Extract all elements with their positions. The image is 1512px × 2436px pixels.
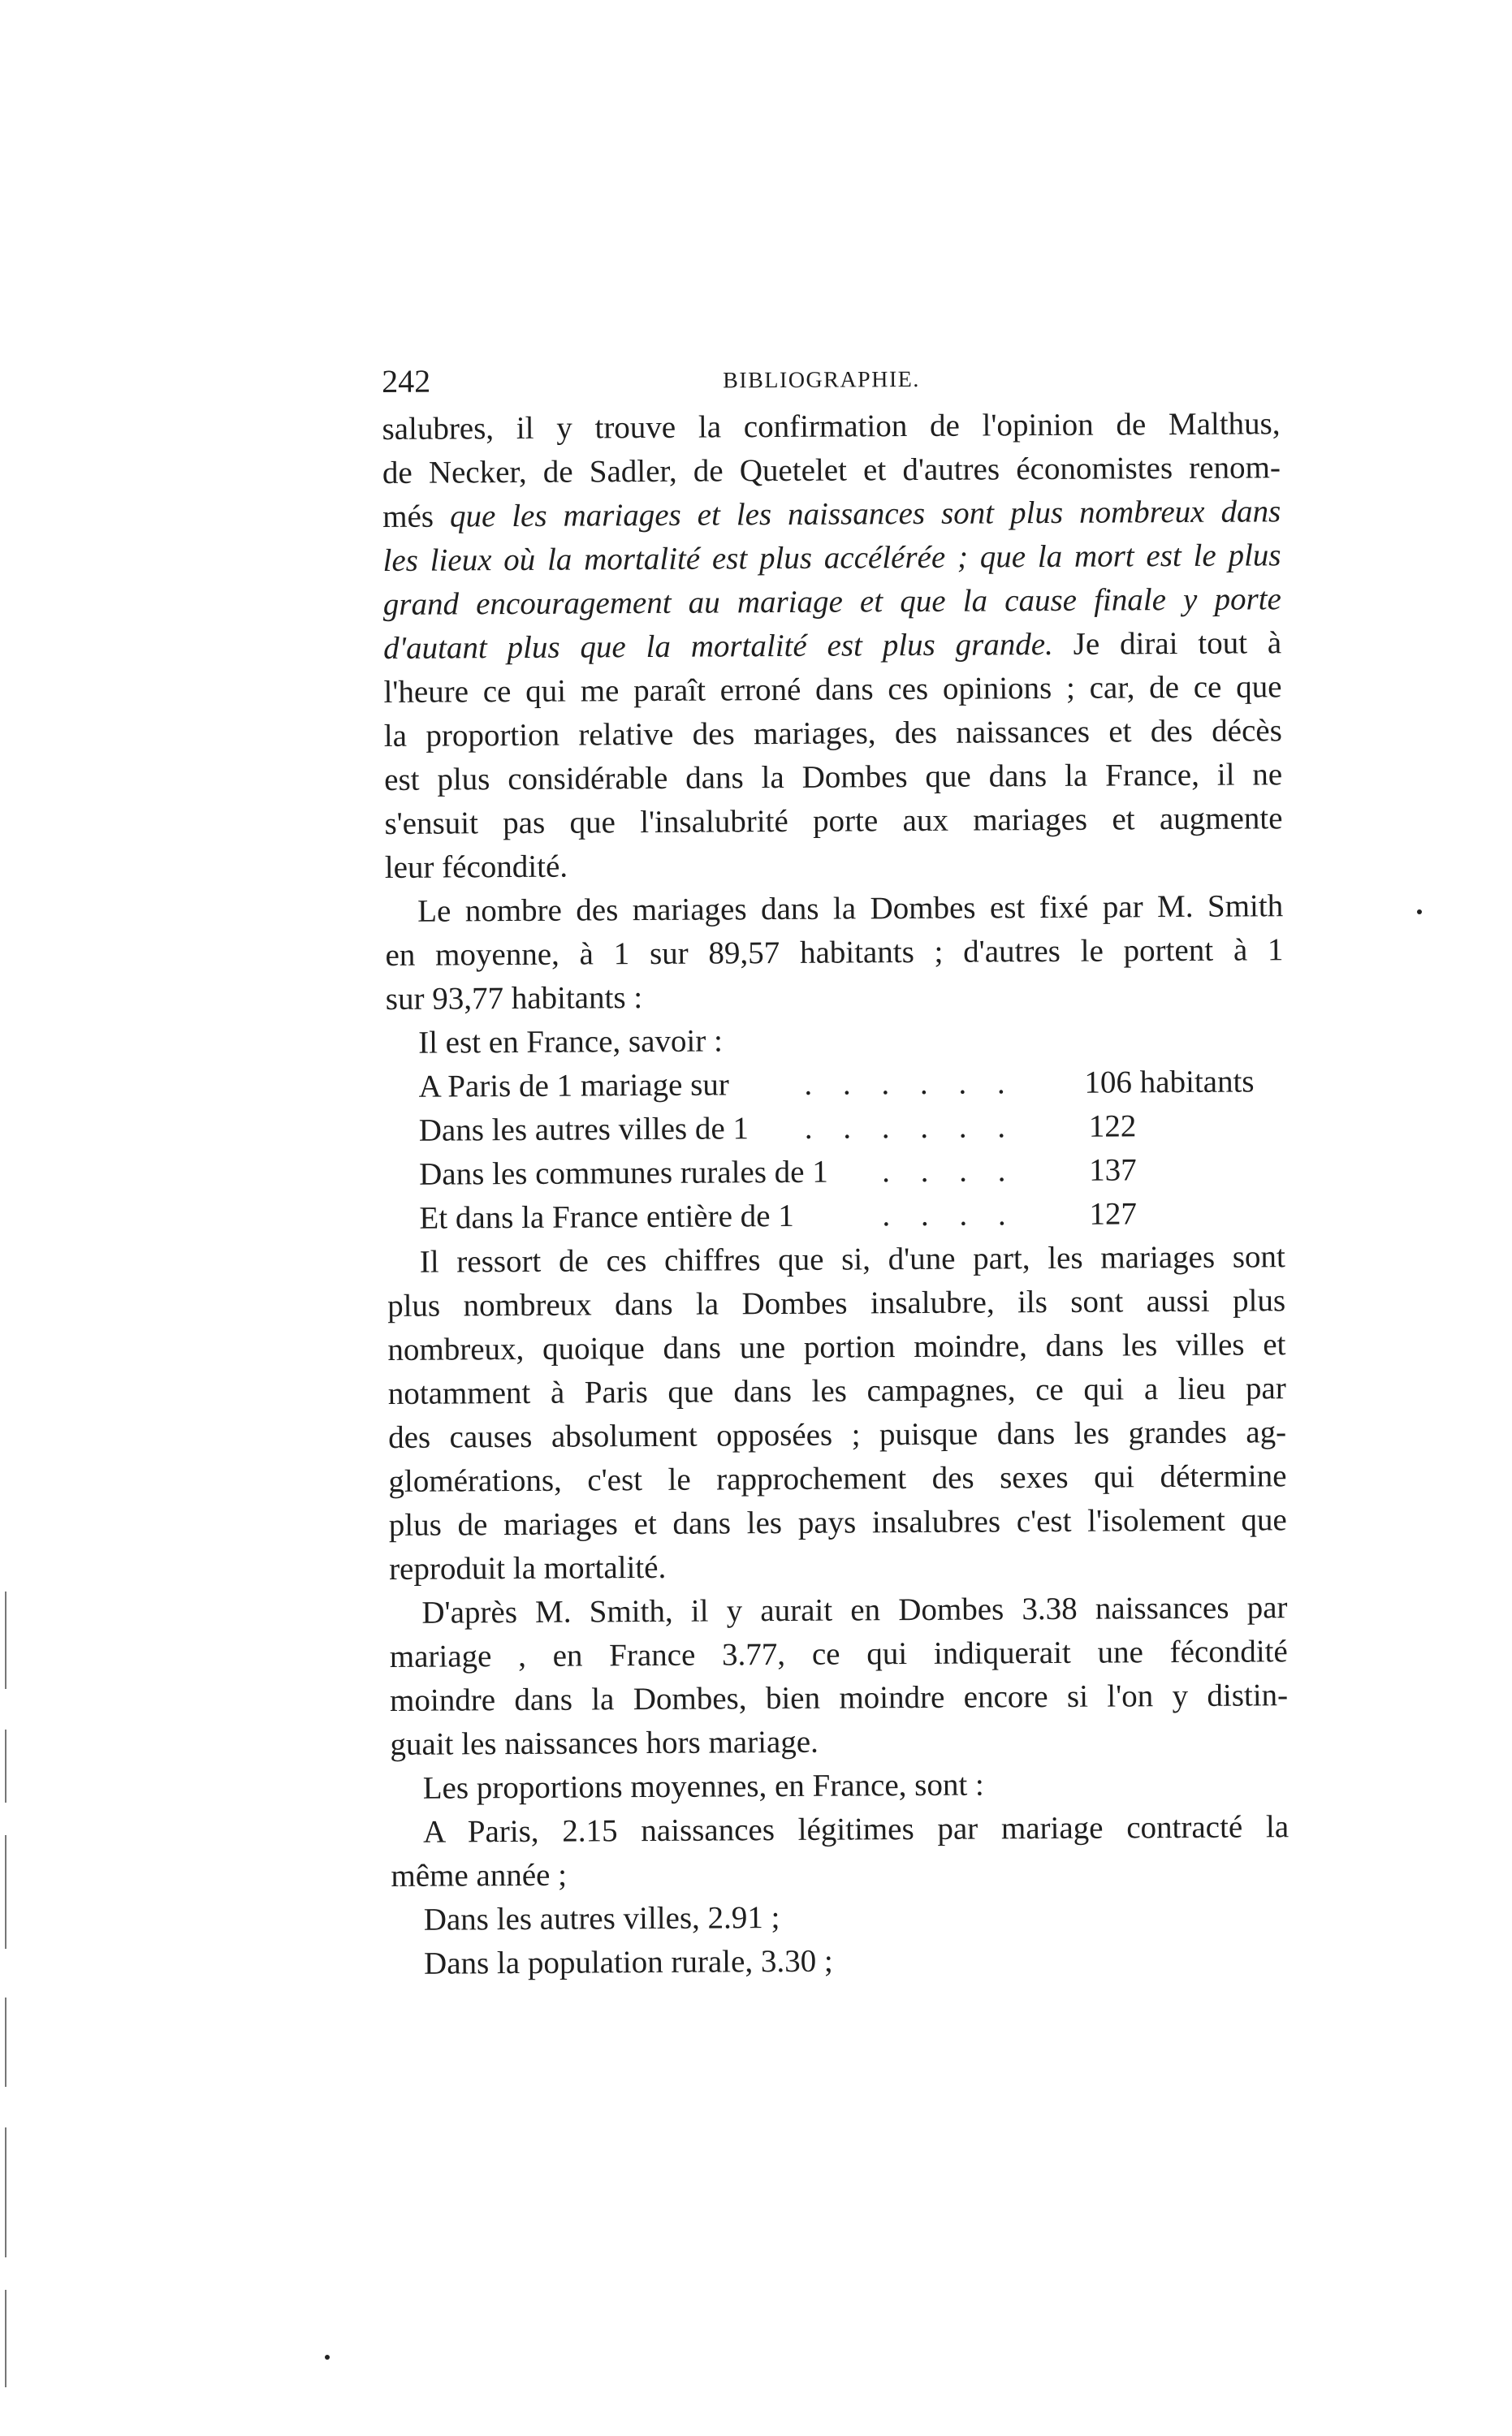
text-line: notamment à Paris que dans les campagnes, ce qui a lieu par bbox=[387, 1371, 1286, 1411]
paragraph-births-per-marriage bbox=[389, 1586, 1288, 1767]
italic-text: d'autant plus que la mortalité est plus grande. bbox=[383, 626, 1053, 666]
text-line: reproduit la mortalité. bbox=[388, 1549, 667, 1587]
paragraph-rural bbox=[391, 1937, 1290, 1986]
text-line: Le nombre des mariages dans la Dombes est fixé par M. Smith bbox=[417, 888, 1284, 929]
text-line: glomérations, c'est le rapprochement des sexes qui détermine bbox=[388, 1458, 1287, 1499]
leader-dots: . . . . . . bbox=[804, 1065, 1017, 1102]
italic-text: les lieux où la mortalité est plus accélérée ; que la mort est le plus bbox=[382, 538, 1281, 578]
paragraph-analysis bbox=[387, 1235, 1288, 1592]
text-line: guait les naissances hors mariage. bbox=[390, 1724, 819, 1762]
list-item-value: 122 bbox=[1088, 1108, 1137, 1144]
leader-dots: . . . . . . bbox=[804, 1109, 1017, 1146]
marriage-ratio-list bbox=[386, 1060, 1285, 1241]
list-item bbox=[387, 1104, 1285, 1153]
paragraph-intro-list bbox=[386, 1016, 1284, 1065]
running-head: BIBLIOGRAPHIE. bbox=[723, 366, 920, 394]
scan-margin-marks bbox=[0, 1543, 11, 2436]
scan-speck bbox=[325, 2355, 330, 2360]
text-line: moindre dans la Dombes, bien moindre encore si l'on y distin- bbox=[389, 1678, 1289, 1718]
text-line: Il est en France, savoir : bbox=[418, 1023, 724, 1060]
text-run: Je dirai tout à bbox=[1052, 625, 1282, 662]
paragraph-proportions bbox=[391, 1761, 1289, 1811]
text-line: A Paris, 2.15 naissances légitimes par mariage contracté la bbox=[422, 1809, 1290, 1850]
text-line: nombreux, quoique dans une portion moindre, dans les villes et bbox=[387, 1327, 1286, 1367]
list-item-label: Et dans la France entière de 1 bbox=[419, 1198, 794, 1236]
list-item-label: Dans les communes rurales de 1 bbox=[419, 1154, 828, 1192]
text-line: leur fécondité. bbox=[384, 849, 568, 885]
text-line: en moyenne, à 1 sur 89,57 habitants ; d'autres le portent à 1 bbox=[385, 932, 1284, 973]
text-line: Les proportions moyennes, en France, sont : bbox=[422, 1767, 984, 1806]
text-line: s'ensuit pas que l'insalubrité porte aux mariages et augmente bbox=[384, 801, 1283, 841]
text-line bbox=[383, 621, 1281, 671]
page-header bbox=[382, 352, 1280, 408]
text-line: l'heure ce qui me paraît erroné dans ces opinions ; car, de ce que bbox=[383, 669, 1282, 710]
text-run: més bbox=[382, 499, 451, 534]
paragraph-other-towns bbox=[391, 1893, 1290, 1942]
text-line: des causes absolument opposées ; puisque dans les grandes ag- bbox=[387, 1415, 1287, 1455]
text-line: plus de mariages et dans les pays insalubres c'est l'isolement que bbox=[388, 1502, 1287, 1543]
paragraph-continuation bbox=[382, 402, 1283, 890]
text-line: Dans la population rurale, 3.30 ; bbox=[423, 1943, 833, 1981]
text-line: Dans les autres villes, 2.91 ; bbox=[423, 1900, 780, 1937]
list-item-value: 106 habitants bbox=[1084, 1064, 1255, 1100]
leader-dots: . . . . bbox=[882, 1153, 1017, 1190]
list-item bbox=[387, 1147, 1285, 1197]
paragraph-marriage-count bbox=[385, 884, 1284, 1021]
italic-text: grand encouragement au mariage et que la cause finale y porte bbox=[382, 581, 1281, 622]
leader-dots: . . . . bbox=[882, 1197, 1017, 1233]
text-line bbox=[383, 577, 1281, 627]
list-item bbox=[386, 1060, 1284, 1109]
text-line: la proportion relative des mariages, des naissances et des décès bbox=[383, 713, 1282, 754]
text-line bbox=[382, 533, 1281, 583]
text-line: plus nombreux dans la Dombes insalubre, ils sont aussi plus bbox=[387, 1283, 1286, 1324]
text-line: mariage , en France 3.77, ce qui indiquerait une fécondité bbox=[389, 1634, 1288, 1674]
text-line: salubres, il y trouve la confirmation de l'opinion de Malthus, bbox=[382, 406, 1281, 447]
list-item-value: 127 bbox=[1089, 1196, 1138, 1232]
text-line: est plus considérable dans la Dombes que dans la France, il ne bbox=[384, 757, 1283, 797]
paragraph-paris bbox=[391, 1805, 1290, 1898]
list-item-value: 137 bbox=[1089, 1152, 1137, 1188]
text-line: même année ; bbox=[391, 1857, 568, 1894]
list-item-label: A Paris de 1 mariage sur bbox=[418, 1067, 729, 1104]
scan-speck bbox=[1417, 909, 1422, 914]
list-item bbox=[387, 1191, 1285, 1241]
text-line: de Necker, de Sadler, de Quetelet et d'autres économistes renom- bbox=[382, 450, 1281, 490]
text-line: D'après M. Smith, il y aurait en Dombes 3.38 naissances par bbox=[421, 1590, 1288, 1630]
page-number: 242 bbox=[382, 362, 431, 400]
text-line bbox=[382, 490, 1281, 539]
book-page bbox=[382, 352, 1290, 1986]
list-item-label: Dans les autres villes de 1 bbox=[418, 1111, 750, 1148]
text-line: Il ressort de ces chiffres que si, d'une part, les mariages sont bbox=[419, 1239, 1285, 1280]
text-line: sur 93,77 habitants : bbox=[385, 980, 643, 1017]
italic-text: que les mariages et les naissances sont plus nombreux dans bbox=[449, 494, 1281, 534]
